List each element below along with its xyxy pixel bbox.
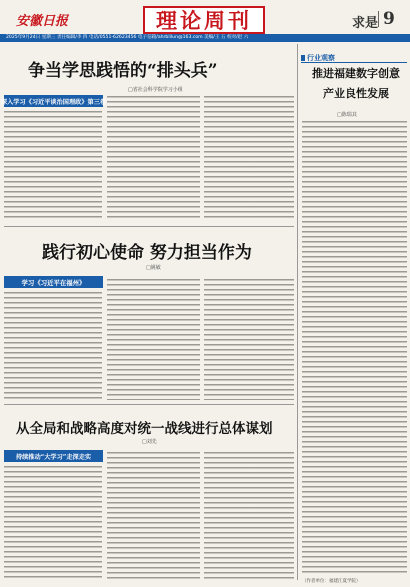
section-name: 求是 bbox=[352, 16, 379, 31]
sidebar-author: □陈瑞其 bbox=[337, 112, 357, 118]
sidebar-tag: 行业观察 bbox=[301, 53, 335, 63]
article2-author: □姚敏 bbox=[146, 265, 161, 271]
article1-author: □省社会科学院学习小组 bbox=[128, 87, 183, 93]
article2-text-col3 bbox=[204, 279, 294, 400]
page-number: 9 bbox=[383, 9, 395, 29]
page-title: 理论周刊 bbox=[143, 6, 265, 34]
newspaper-logo: 安徽日报 bbox=[15, 13, 68, 29]
article2-section-bar: 学习《习近平在福州》 bbox=[4, 276, 103, 288]
article3-section-bar: 持续推动“大学习”走深走实 bbox=[4, 450, 103, 462]
article3-text-col3 bbox=[204, 452, 294, 579]
article1-text-col3 bbox=[204, 96, 294, 221]
sidebar-top-rule bbox=[301, 62, 407, 63]
sidebar-footer-note: （作者单位：福建江夏学院） bbox=[302, 579, 361, 584]
article3-author: □刘先 bbox=[142, 439, 157, 445]
sidebar-title-line1: 推进福建数字创意 bbox=[312, 67, 400, 80]
article2-text-col2 bbox=[107, 279, 200, 400]
article1-text-col1 bbox=[4, 111, 102, 221]
article3-text-col1 bbox=[4, 466, 102, 579]
sidebar-text bbox=[302, 121, 407, 574]
article1-text-col2 bbox=[107, 96, 200, 221]
article2-text-col1 bbox=[4, 292, 102, 400]
page-separator bbox=[378, 11, 379, 27]
article3-text-col2 bbox=[107, 452, 200, 579]
sidebar-title-line2: 产业良性发展 bbox=[323, 87, 389, 100]
article1-title: 争当学思践悟的“排头兵” bbox=[28, 61, 218, 81]
article1-bottom-rule bbox=[4, 226, 294, 227]
article1-section-bar: 深入学习《习近平谈治国理政》第三卷 bbox=[4, 95, 103, 107]
article2-bottom-rule bbox=[4, 404, 294, 405]
article3-title: 从全局和战略高度对统一战线进行总体谋划 bbox=[16, 421, 273, 437]
sidebar-title bbox=[304, 64, 408, 104]
sidebar-divider bbox=[297, 44, 298, 580]
article2-title: 践行初心使命 努力担当作为 bbox=[42, 243, 252, 263]
issue-info-bar: 2025年9月24日 星期三 责任编辑/李 四 电话/0551-62623456 电子信箱/ahrblilun@163.com 美编/王 五 校对/赵 六 bbox=[0, 34, 410, 42]
